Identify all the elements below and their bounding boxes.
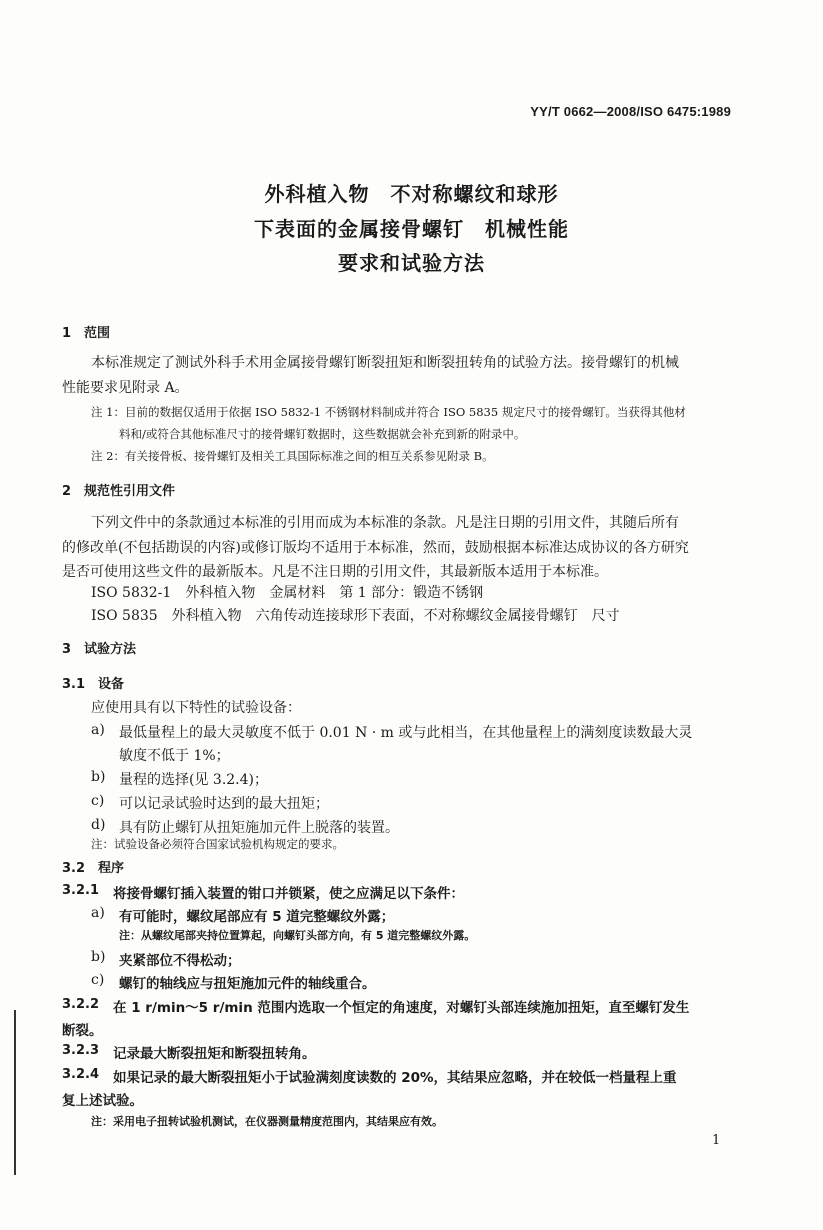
clause-3-2-1-a-note: 注：从螺纹尾部夹持位置算起，向螺钉头部方向，有 5 道完整螺纹外露。	[119, 929, 476, 942]
item-b-text: 量程的选择(见 3.2.4)；	[119, 772, 268, 788]
reference-iso-5832-1: ISO 5832-1 外科植入物 金属材料 第 1 部分：锻造不锈钢	[91, 585, 484, 601]
clause-3-2-1-a-text: 有可能时，螺纹尾部应有 5 道完整螺纹外露；	[119, 909, 395, 925]
section-1-note-2: 注 2：有关接骨板、接骨螺钉及相关工具国际标准之间的相互关系参见附录 B。	[91, 449, 494, 463]
clause-3-2-3-text: 记录最大断裂扭矩和断裂扭转角。	[113, 1046, 316, 1062]
clause-3-2-1-b-text: 夹紧部位不得松动；	[119, 953, 241, 969]
item-c-label: c)	[91, 793, 105, 809]
clause-3-2-2-text-line-2: 断裂。	[62, 1023, 103, 1039]
clause-3-2-1-number: 3.2.1	[62, 883, 100, 898]
clause-3-2-4-number: 3.2.4	[62, 1067, 100, 1082]
clause-3-2-2-text-line-1: 在 1 r/min～5 r/min 范围内选取一个恒定的角速度，对螺钉头部连续施加扭矩，直至螺钉发生	[113, 1000, 690, 1016]
item-d-text: 具有防止螺钉从扭矩施加元件上脱落的装置。	[119, 820, 399, 836]
clause-3-2-1-b-label: b)	[91, 949, 106, 965]
section-2-paragraph-line-1: 下列文件中的条款通过本标准的引用而成为本标准的条款。凡是注日期的引用文件，其随后所有	[91, 515, 679, 531]
reference-iso-5835: ISO 5835 外科植入物 六角传动连接球形下表面，不对称螺纹金属接骨螺钉 尺寸	[91, 608, 620, 624]
section-1-note-1-line-2: 料和/或符合其他标准尺寸的接骨螺钉数据时，这些数据就会补充到新的附录中。	[119, 427, 526, 441]
item-d-label: d)	[91, 817, 106, 833]
section-2-paragraph-line-2: 的修改单(不包括勘误的内容)或修订版均不适用于本标准，然而，鼓励根据本标准达成协议的各方研究	[62, 540, 689, 556]
item-a-label: a)	[91, 722, 105, 738]
clause-3-2-4-note: 注：采用电子扭转试验机测试，在仪器测量精度范围内，其结果应有效。	[91, 1115, 443, 1128]
section-3-1-intro: 应使用具有以下特性的试验设备：	[91, 700, 301, 716]
clause-3-2-4-text-line-2: 复上述试验。	[62, 1093, 143, 1109]
clause-3-2-1-c-label: c)	[91, 972, 105, 988]
clause-3-2-1-text: 将接骨螺钉插入装置的钳口并锁紧，使之应满足以下条件：	[113, 886, 464, 902]
section-2-heading: 2 规范性引用文件	[62, 484, 176, 499]
clause-3-2-4-text-line-1: 如果记录的最大断裂扭矩小于试验满刻度读数的 20%，其结果应忽略，并在较低一档量程上重	[113, 1070, 677, 1086]
section-3-1-note: 注：试验设备必须符合国家试验机构规定的要求。	[91, 837, 344, 851]
section-1-heading: 1 范围	[62, 326, 111, 341]
item-b-label: b)	[91, 769, 106, 785]
section-1-paragraph-line-1: 本标准规定了测试外科手术用金属接骨螺钉断裂扭矩和断裂扭转角的试验方法。接骨螺钉的机械	[91, 355, 679, 371]
clause-3-2-3-number: 3.2.3	[62, 1043, 100, 1058]
section-2-paragraph-line-3: 是否可使用这些文件的最新版本。凡是不注日期的引用文件，其最新版本适用于本标准。	[62, 564, 608, 580]
scan-margin-line	[14, 1010, 16, 1175]
section-3-2-heading: 3.2 程序	[62, 861, 125, 876]
standard-number: YY/T 0662—2008/ISO 6475:1989	[530, 104, 731, 119]
document-title-line-3: 要求和试验方法	[338, 251, 485, 275]
item-c-text: 可以记录试验时达到的最大扭矩；	[119, 796, 329, 812]
document-title-line-2: 下表面的金属接骨螺钉 机械性能	[254, 217, 569, 241]
document-title-line-1: 外科植入物 不对称螺纹和球形	[264, 182, 559, 206]
section-1-paragraph-line-2: 性能要求见附录 A。	[62, 380, 189, 396]
clause-3-2-1-a-label: a)	[91, 905, 105, 921]
item-a-text-line-1: 最低量程上的最大灵敏度不低于 0.01 N · m 或与此相当，在其他量程上的满刻度读数最大灵	[119, 725, 693, 741]
clause-3-2-1-c-text: 螺钉的轴线应与扭矩施加元件的轴线重合。	[119, 976, 376, 992]
section-1-note-1-line-1: 注 1：目前的数据仅适用于依据 ISO 5832-1 不锈钢材料制成并符合 ISO 5835 规定尺寸的接骨螺钉。当获得其他材	[91, 405, 686, 419]
page-number: 1	[712, 1133, 721, 1148]
section-3-heading: 3 试验方法	[62, 642, 137, 657]
clause-3-2-2-number: 3.2.2	[62, 997, 100, 1012]
item-a-text-line-2: 敏度不低于 1%；	[119, 748, 230, 764]
section-3-1-heading: 3.1 设备	[62, 677, 125, 692]
